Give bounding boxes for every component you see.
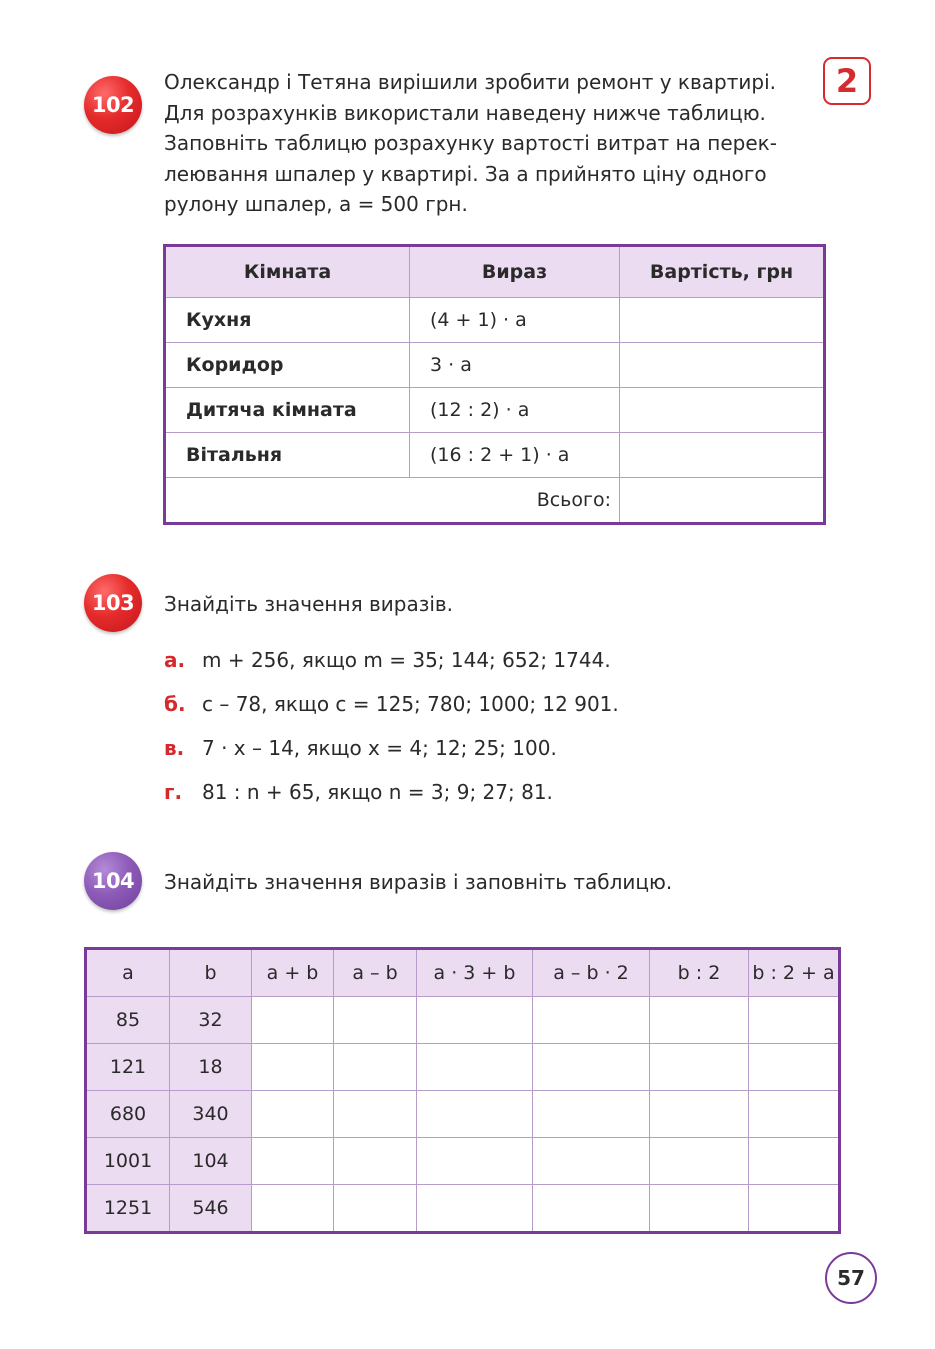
answer-cell[interactable] — [252, 1138, 334, 1185]
answer-cell[interactable] — [252, 997, 334, 1044]
answer-cell[interactable] — [417, 1091, 533, 1138]
room-cell: Коридор — [165, 343, 410, 388]
item-text: 81 : n + 65, якщо n = 3; 9; 27; 81. — [202, 780, 553, 804]
answer-cell[interactable] — [650, 997, 749, 1044]
answer-cell[interactable] — [650, 1091, 749, 1138]
table-row — [86, 1185, 840, 1233]
answer-cell[interactable] — [749, 1138, 840, 1185]
cost-answer-cell[interactable] — [620, 388, 825, 433]
item-letter: б. — [164, 692, 186, 716]
answer-cell[interactable] — [334, 1091, 417, 1138]
chapter-badge: 2 — [823, 57, 871, 105]
text-line: леювання шпалер у квартирі. За а прийнято ціну одного — [164, 161, 767, 186]
header-cell: a + b — [252, 949, 334, 997]
header-expression: Вираз — [410, 246, 620, 298]
answer-cell[interactable] — [650, 1044, 749, 1091]
a-value-cell: 1001 — [86, 1138, 170, 1185]
text-line: рулону шпалер, а = 500 грн. — [164, 192, 468, 216]
a-value-cell: 680 — [86, 1091, 170, 1138]
table-row — [165, 433, 825, 478]
table-row — [86, 997, 840, 1044]
answer-cell[interactable] — [533, 997, 650, 1044]
table-header-row — [165, 246, 825, 298]
list-item — [164, 648, 611, 672]
total-label: Всього: — [165, 478, 620, 524]
b-value-cell: 32 — [170, 997, 252, 1044]
item-letter: а. — [164, 648, 186, 672]
answer-cell[interactable] — [533, 1138, 650, 1185]
expression-cell: (4 + 1) · а — [410, 298, 620, 343]
header-cell: a – b · 2 — [533, 949, 650, 997]
table-row — [165, 298, 825, 343]
text-line: Олександр і Тетяна вирішили зробити ремонт у квартирі. — [164, 70, 776, 94]
answer-cell[interactable] — [417, 1138, 533, 1185]
answer-cell[interactable] — [650, 1185, 749, 1233]
header-cell: b : 2 — [650, 949, 749, 997]
table-row — [165, 388, 825, 433]
expression-cell: 3 · а — [410, 343, 620, 388]
table-row — [165, 343, 825, 388]
answer-cell[interactable] — [334, 997, 417, 1044]
header-cost: Вартість, грн — [620, 246, 825, 298]
list-item — [164, 692, 619, 716]
cost-answer-cell[interactable] — [620, 433, 825, 478]
header-cell: a — [86, 949, 170, 997]
answer-cell[interactable] — [417, 997, 533, 1044]
b-value-cell: 546 — [170, 1185, 252, 1233]
header-room: Кімната — [165, 246, 410, 298]
list-item — [164, 780, 553, 804]
table-header-row — [86, 949, 840, 997]
cost-table — [163, 244, 826, 525]
header-cell: a · 3 + b — [417, 949, 533, 997]
total-answer-cell[interactable] — [620, 478, 825, 524]
expression-cell: (12 : 2) · а — [410, 388, 620, 433]
exercise-102-text — [164, 67, 805, 220]
b-value-cell: 18 — [170, 1044, 252, 1091]
answer-cell[interactable] — [252, 1044, 334, 1091]
header-cell: a – b — [334, 949, 417, 997]
exercise-104-text: Знайдіть значення виразів і заповніть таблицю. — [164, 870, 673, 894]
a-value-cell: 85 — [86, 997, 170, 1044]
answer-cell[interactable] — [533, 1091, 650, 1138]
header-cell: b — [170, 949, 252, 997]
item-text: m + 256, якщо m = 35; 144; 652; 1744. — [202, 648, 611, 672]
answer-cell[interactable] — [334, 1138, 417, 1185]
a-value-cell: 121 — [86, 1044, 170, 1091]
total-row — [165, 478, 825, 524]
item-text: 7 · х – 14, якщо х = 4; 12; 25; 100. — [202, 736, 557, 760]
text-line: Для розрахунків використали наведену нижче таблицю. — [164, 100, 766, 125]
cost-answer-cell[interactable] — [620, 298, 825, 343]
item-text: с – 78, якщо с = 125; 780; 1000; 12 901. — [202, 692, 619, 716]
answer-cell[interactable] — [334, 1185, 417, 1233]
answer-cell[interactable] — [749, 1044, 840, 1091]
list-item — [164, 736, 557, 760]
answer-cell[interactable] — [252, 1185, 334, 1233]
table-row — [86, 1138, 840, 1185]
answer-cell[interactable] — [749, 997, 840, 1044]
text-line: Заповніть таблицю розрахунку вартості витрат на перек- — [164, 131, 777, 155]
cost-answer-cell[interactable] — [620, 343, 825, 388]
b-value-cell: 104 — [170, 1138, 252, 1185]
room-cell: Вітальня — [165, 433, 410, 478]
b-value-cell: 340 — [170, 1091, 252, 1138]
exercise-102-badge: 102 — [84, 76, 142, 134]
expression-cell: (16 : 2 + 1) · а — [410, 433, 620, 478]
exercise-103-badge: 103 — [84, 574, 142, 632]
answer-cell[interactable] — [650, 1138, 749, 1185]
answer-cell[interactable] — [252, 1091, 334, 1138]
item-letter: в. — [164, 736, 185, 760]
header-cell: b : 2 + a — [749, 949, 840, 997]
answer-cell[interactable] — [533, 1044, 650, 1091]
answer-cell[interactable] — [417, 1185, 533, 1233]
answer-cell[interactable] — [334, 1044, 417, 1091]
room-cell: Кухня — [165, 298, 410, 343]
answer-cell[interactable] — [533, 1185, 650, 1233]
room-cell: Дитяча кімната — [165, 388, 410, 433]
answer-cell[interactable] — [749, 1185, 840, 1233]
table-row — [86, 1091, 840, 1138]
answer-cell[interactable] — [749, 1091, 840, 1138]
values-table — [84, 947, 841, 1234]
a-value-cell: 1251 — [86, 1185, 170, 1233]
exercise-103-text: Знайдіть значення виразів. — [164, 592, 454, 616]
answer-cell[interactable] — [417, 1044, 533, 1091]
page-number: 57 — [825, 1252, 877, 1304]
item-letter: г. — [164, 780, 183, 804]
exercise-104-badge: 104 — [84, 852, 142, 910]
table-row — [86, 1044, 840, 1091]
